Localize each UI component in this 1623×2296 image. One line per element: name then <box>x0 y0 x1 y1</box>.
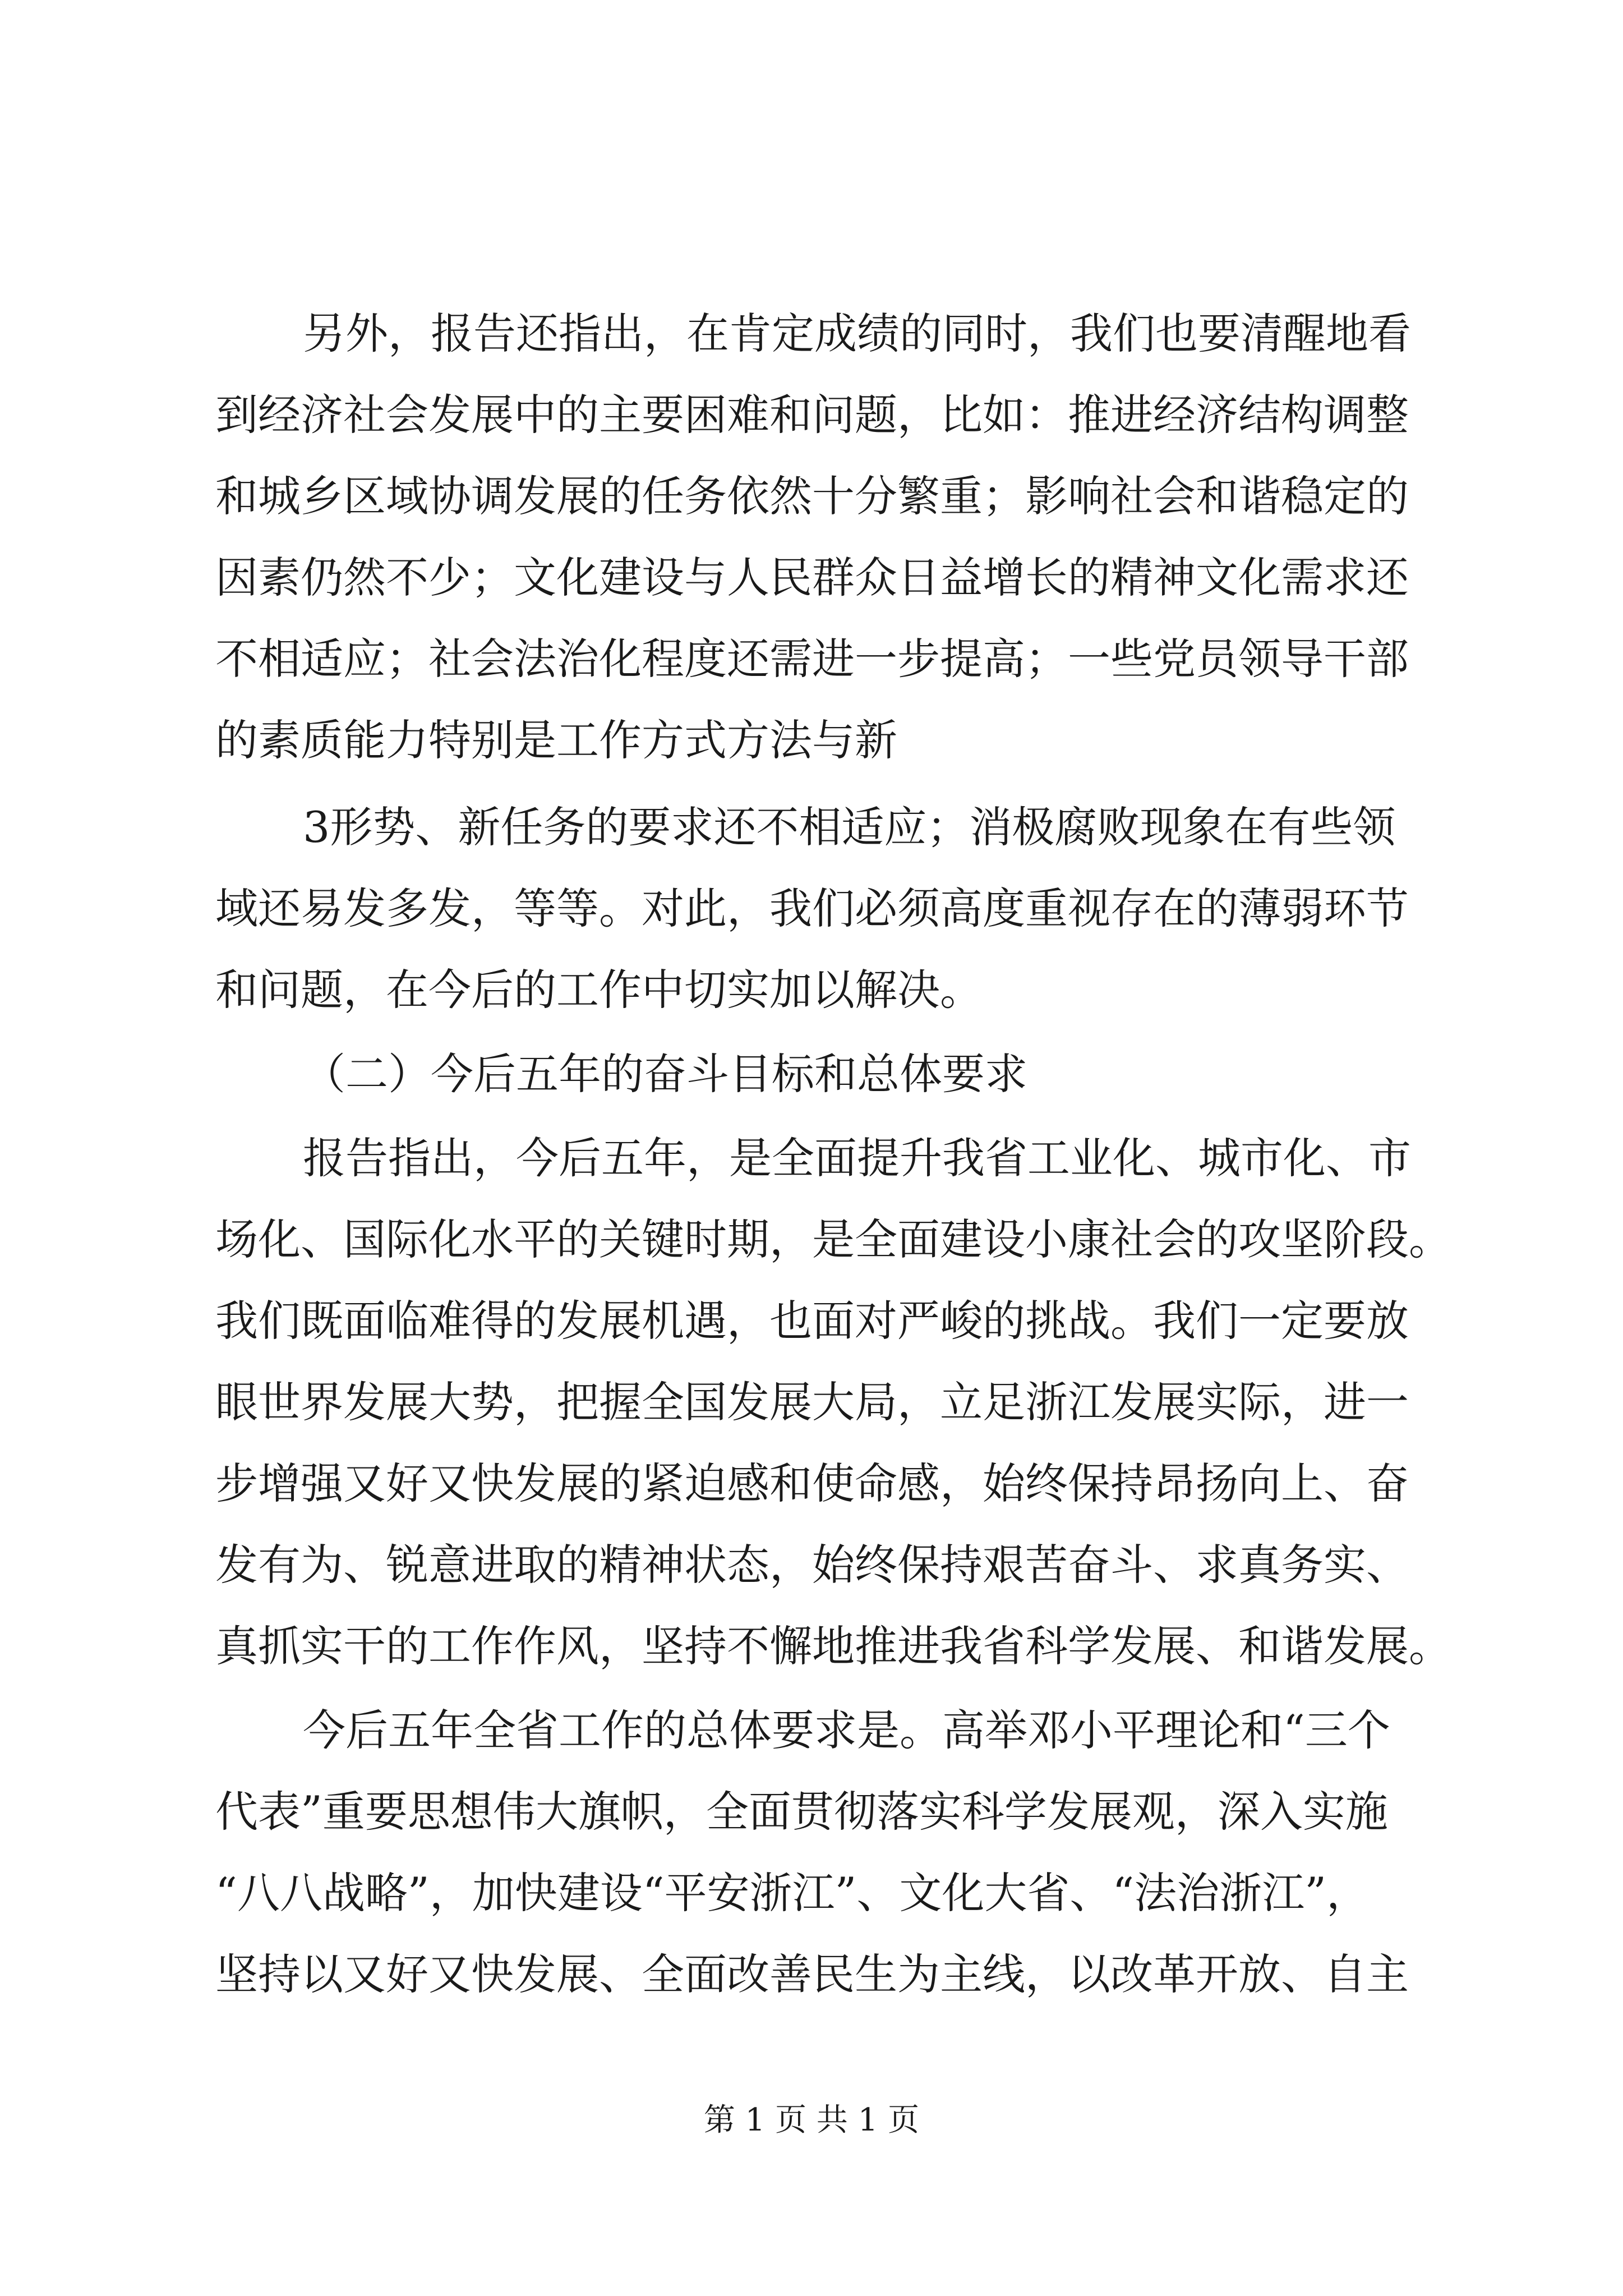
text-line-8: 域还易发多发，等等。对此，我们必须高度重视存在的薄弱环节 <box>215 884 1409 933</box>
text-line-21: 坚持以又好又快发展、全面改善民生为主线，以改革开放、自主 <box>215 1949 1409 1999</box>
text-line-16: 发有为、锐意进取的精神状态，始终保持艰苦奋斗、求真务实、 <box>215 1540 1409 1590</box>
text-line-7: 3形势、新任务的要求还不相适应；消极腐败现象在有些领 <box>303 802 1396 852</box>
text-line-12: 场化、国际化水平的关键时期，是全面建设小康社会的攻坚阶段。 <box>215 1214 1451 1264</box>
text-line-15: 步增强又好又快发展的紧迫感和使命感，始终保持昂扬向上、奋 <box>215 1458 1409 1508</box>
section-heading: （二）今后五年的奋斗目标和总体要求 <box>303 1049 1027 1099</box>
text-line-5: 不相适应；社会法治化程度还需进一步提高；一些党员领导干部 <box>215 634 1409 684</box>
text-line-20: “八八战略”，加快建设“平安浙江”、文化大省、“法治浙江”， <box>215 1868 1370 1918</box>
text-line-6: 的素质能力特别是工作方式方法与新 <box>215 715 897 765</box>
text-line-14: 眼世界发展大势，把握全国发展大局，立足浙江发展实际，进一 <box>215 1377 1409 1427</box>
text-line-19: 代表”重要思想伟大旗帜，全面贯彻落实科学发展观，深入实施 <box>215 1787 1388 1837</box>
text-line-11: 报告指出，今后五年，是全面提升我省工业化、城市化、市 <box>303 1133 1411 1183</box>
text-line-18: 今后五年全省工作的总体要求是。高举邓小平理论和“三个 <box>303 1705 1390 1755</box>
text-line-3: 和城乡区域协调发展的任务依然十分繁重；影响社会和谐稳定的 <box>215 471 1409 521</box>
text-line-4: 因素仍然不少；文化建设与人民群众日益增长的精神文化需求还 <box>215 553 1409 602</box>
text-line-17: 真抓实干的工作作风，坚持不懈地推进我省科学发展、和谐发展。 <box>215 1621 1451 1671</box>
page-footer: 第 1 页 共 1 页 <box>703 2102 920 2138</box>
text-line-2: 到经济社会发展中的主要困难和问题，比如：推进经济结构调整 <box>215 390 1409 440</box>
text-line-9: 和问题，在今后的工作中切实加以解决。 <box>215 965 983 1015</box>
text-line-1: 另外，报告还指出，在肯定成绩的同时，我们也要清醒地看 <box>303 309 1411 358</box>
text-line-13: 我们既面临难得的发展机遇，也面对严峻的挑战。我们一定要放 <box>215 1296 1409 1346</box>
